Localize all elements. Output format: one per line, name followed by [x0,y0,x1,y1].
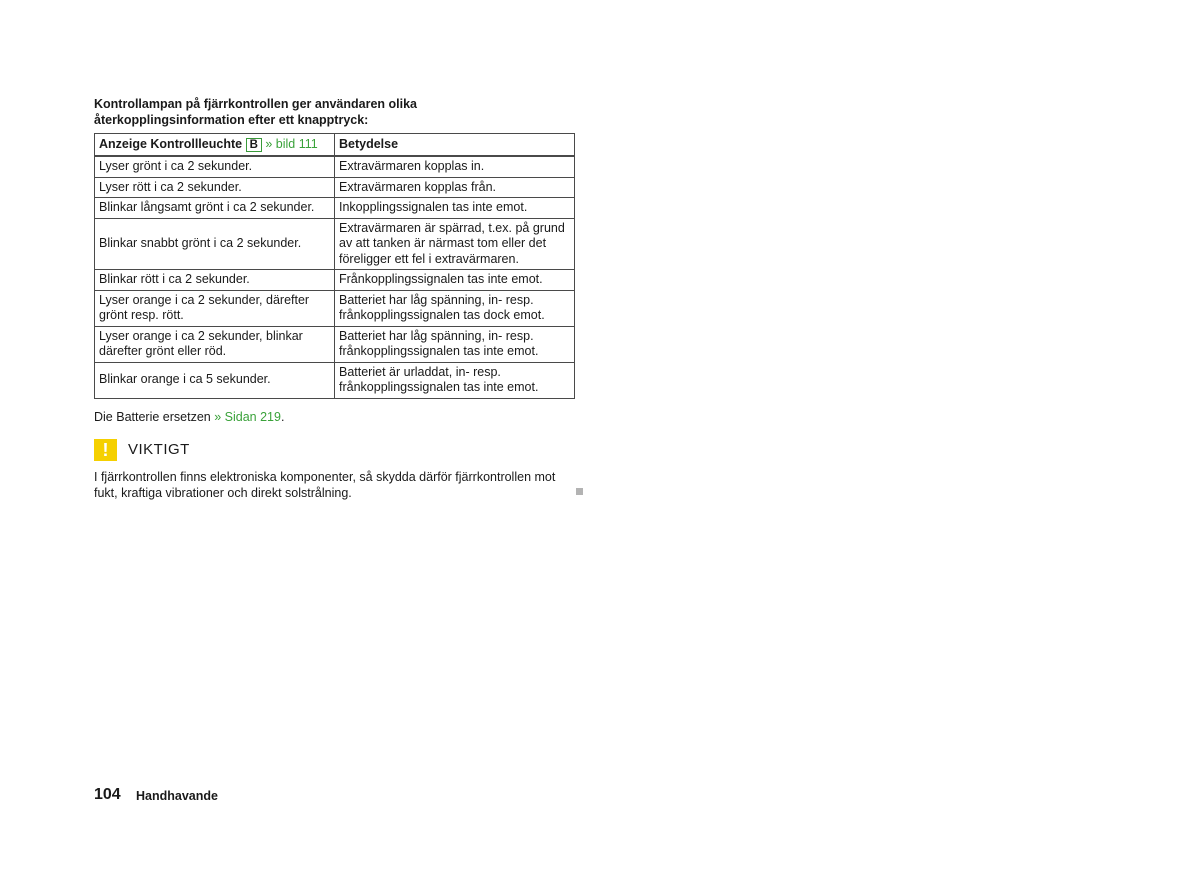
indication-cell: Blinkar snabbt grönt i ca 2 sekunder. [95,218,335,270]
header-indicator [95,134,335,157]
meaning-cell: Batteriet är urladdat, in- resp. frånkopplingssignalen tas inte emot. [335,362,575,398]
indication-cell: Lyser orange i ca 2 sekunder, därefter grönt resp. rött. [95,290,335,326]
table-header-row [95,134,575,157]
warning-title: VIKTIGT [128,441,190,458]
page-number: 104 [94,786,121,803]
table-row [95,290,575,326]
indicator-table [94,133,575,399]
meaning-cell: Frånkopplingssignalen tas inte emot. [335,270,575,291]
intro-text: Kontrollampan på fjärrkontrollen ger användaren olika återkopplingsinformation efter ett knapptryck: [94,97,417,127]
header-indicator-label: Anzeige Kontrollleuchte [99,136,243,151]
table-row [95,362,575,398]
meaning-cell: Extravärmaren kopplas in. [335,156,575,177]
warning-text: I fjärrkontrollen finns elektroniska komponenter, så skydda därför fjärrkontrollen mot fukt, kraftiga vibrationer och direkt solstrålning. [94,470,556,500]
battery-note [94,410,284,426]
indication-cell: Lyser grönt i ca 2 sekunder. [95,156,335,177]
table-row [95,177,575,198]
indication-cell: Blinkar rött i ca 2 sekunder. [95,270,335,291]
battery-note-end: . [280,410,285,424]
page-link[interactable]: » Sidan 219 [214,410,281,424]
battery-note-text: Die Batterie ersetzen [94,410,211,424]
meaning-cell: Batteriet har låg spänning, in- resp. frånkopplingssignalen tas dock emot. [335,290,575,326]
figure-link[interactable]: » bild 111 [265,136,318,151]
table-row [95,156,575,177]
meaning-cell: Extravärmaren är spärrad, t.ex. på grund av att tanken är närmast tom eller det föreligger ett fel i extravärmaren. [335,218,575,270]
table-row [95,326,575,362]
indication-cell: Lyser rött i ca 2 sekunder. [95,177,335,198]
indication-cell: Lyser orange i ca 2 sekunder, blinkar därefter grönt eller röd. [95,326,335,362]
header-meaning: Betydelse [335,134,575,157]
warning-icon: ! [94,439,117,461]
table-row [95,270,575,291]
table-row [95,218,575,270]
indication-cell: Blinkar långsamt grönt i ca 2 sekunder. [95,198,335,219]
indication-cell: Blinkar orange i ca 5 sekunder. [95,362,335,398]
table-row [95,198,575,219]
meaning-cell: Extravärmaren kopplas från. [335,177,575,198]
meaning-cell: Batteriet har låg spänning, in- resp. frånkopplingssignalen tas inte emot. [335,326,575,362]
meaning-cell: Inkopplingssignalen tas inte emot. [335,198,575,219]
section-name: Handhavande [136,789,218,803]
end-of-section-icon [576,488,583,495]
indicator-b-marker: B [246,138,262,152]
